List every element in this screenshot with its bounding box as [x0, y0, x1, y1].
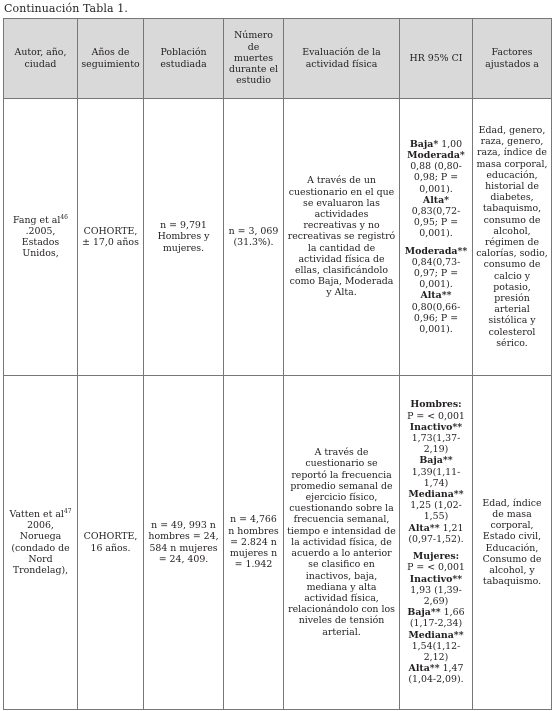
cell-population: n = 9,791 Hombres y mujeres. [144, 99, 224, 376]
hr-line [404, 206, 468, 240]
hr-line [404, 562, 468, 573]
hr-line [404, 489, 468, 500]
hr-value: 1,39(1,11-1,74) [411, 466, 461, 489]
cell-hr [400, 99, 473, 376]
hr-line [404, 467, 468, 489]
cell-factors: Edad, genero, raza, genero, raza, índice de masa corporal, educación, historial de diabetes, tabaquismo, consumo de alcohol, régimen de calorías, sodio, consumo de calcio y potasio, presión arterial sistólica y colesterol sérico. [473, 99, 552, 376]
cell-author [4, 99, 78, 376]
cell-factors: Edad, índice de masa corporal, Estado civil, Educación, Consumo de alcohol, y tabaquismo. [473, 376, 552, 710]
results-table [3, 18, 552, 710]
hr-value: 0,83(0,72-0,95; P = 0,001). [411, 205, 461, 240]
hr-line [404, 139, 468, 150]
hr-line [404, 500, 468, 522]
table-caption: Continuación Tabla 1. [4, 2, 128, 15]
hr-line [404, 641, 468, 663]
hr-label: Moderada* [407, 149, 465, 161]
cell-follow-up: COHORTE, 16 años. [78, 376, 144, 710]
header-evaluation: Evaluación de la actividad física [284, 19, 400, 99]
hr-label: Inactivo** [409, 573, 463, 585]
hr-value: 1,47 (1,04-2,09). [408, 663, 464, 686]
hr-value: 1,73(1,37-2,19) [411, 433, 461, 456]
header-hr: HR 95% CI [400, 19, 473, 99]
hr-line [404, 607, 468, 629]
author-details: .2005, Estados Unidos, [21, 225, 60, 260]
author-name: Vatten et al [9, 508, 64, 520]
hr-line [404, 663, 468, 685]
hr-line [404, 161, 468, 195]
header-population: Población estudiada [144, 19, 224, 99]
hr-label: Alta** [408, 663, 440, 675]
hr-line [404, 290, 468, 301]
author-reference: 47 [63, 507, 72, 515]
header-follow-up: Años de seguimiento [78, 19, 144, 99]
hr-label: Mediana** [408, 489, 464, 501]
hr-line [404, 574, 468, 585]
cell-hr [400, 376, 473, 710]
hr-label: Mediana** [408, 629, 464, 641]
hr-line [404, 630, 468, 641]
hr-value: P = < 0,001 [407, 562, 465, 574]
hr-line [404, 257, 468, 291]
hr-value: 1,66 (1,17-2,34) [409, 607, 465, 630]
hr-value: 1,93 (1,39-2,69) [410, 584, 462, 607]
hr-label: Baja* [409, 138, 439, 150]
table-row [4, 376, 552, 710]
cell-evaluation: A través de un cuestionario en el que se evaluaron las actividades recreativas y no recreativas se registró la cantidad de actividad física de ellas, clasificándolo como Baja, Moderada y Alta. [284, 99, 400, 376]
hr-line [404, 422, 468, 433]
hr-value: 1,54(1,12-2,12) [411, 640, 461, 663]
hr-line [404, 523, 468, 545]
cell-follow-up: COHORTE, ± 17,0 años [78, 99, 144, 376]
hr-value: 1,25 (1,02-1,55) [410, 500, 462, 523]
hr-value: P = < 0,001 [407, 410, 465, 422]
hr-label: Alta** [420, 290, 452, 302]
hr-label: Alta** [408, 522, 440, 534]
author-name: Fang et al [13, 214, 61, 226]
hr-value: 1,21 (0,97-1,52). [408, 522, 464, 545]
hr-label: Baja** [407, 607, 441, 619]
hr-label: Alta* [422, 194, 450, 206]
hr-label: Hombres: [410, 399, 462, 411]
hr-line [404, 246, 468, 257]
hr-line [404, 455, 468, 466]
hr-value: 1,00 [438, 138, 463, 150]
cell-author [4, 376, 78, 710]
hr-line [404, 551, 468, 562]
hr-line [404, 195, 468, 206]
header-deaths: Número de muertes durante el estudio [224, 19, 284, 99]
hr-value: 0,80(0,66-0,96; P = 0,001). [411, 301, 461, 336]
cell-evaluation: A través de cuestionario se reportó la frecuencia promedio semanal de ejercicio físico, cuestionando sobre la frecuencia semanal, tiempo e intensidad de la actividad física, de acuerdo a lo anterior se clasifico en inactivos, baja, mediana y alta actividad física, relacionándolo con los niveles de tensión arterial. [284, 376, 400, 710]
hr-line [404, 302, 468, 336]
hr-label: Mujeres: [412, 551, 460, 563]
cell-deaths: n = 4,766 n hombres = 2.824 n mujeres n = 1.942 [224, 376, 284, 710]
author-reference: 46 [60, 213, 68, 221]
table-header-row [4, 19, 552, 99]
hr-line [404, 433, 468, 455]
hr-line [404, 399, 468, 410]
hr-line [404, 150, 468, 161]
header-author: Autor, año, ciudad [4, 19, 78, 99]
hr-line [404, 585, 468, 607]
hr-line [404, 411, 468, 422]
hr-value: 0,84(0,73-0,97; P = 0,001). [411, 256, 461, 291]
cell-population: n = 49, 993 n hombres = 24, 584 n mujeres = 24, 409. [144, 376, 224, 710]
author-details: 2006, Noruega (condado de Nord Trondelag), [11, 520, 70, 576]
hr-label: Baja** [419, 455, 453, 467]
cell-deaths: n = 3, 069 (31.3%). [224, 99, 284, 376]
header-factors: Factores ajustados a [473, 19, 552, 99]
table-row [4, 99, 552, 376]
hr-label: Moderada** [404, 245, 468, 257]
hr-label: Inactivo** [409, 421, 463, 433]
hr-value: 0,88 (0,80-0,98; P = 0,001). [410, 161, 462, 195]
